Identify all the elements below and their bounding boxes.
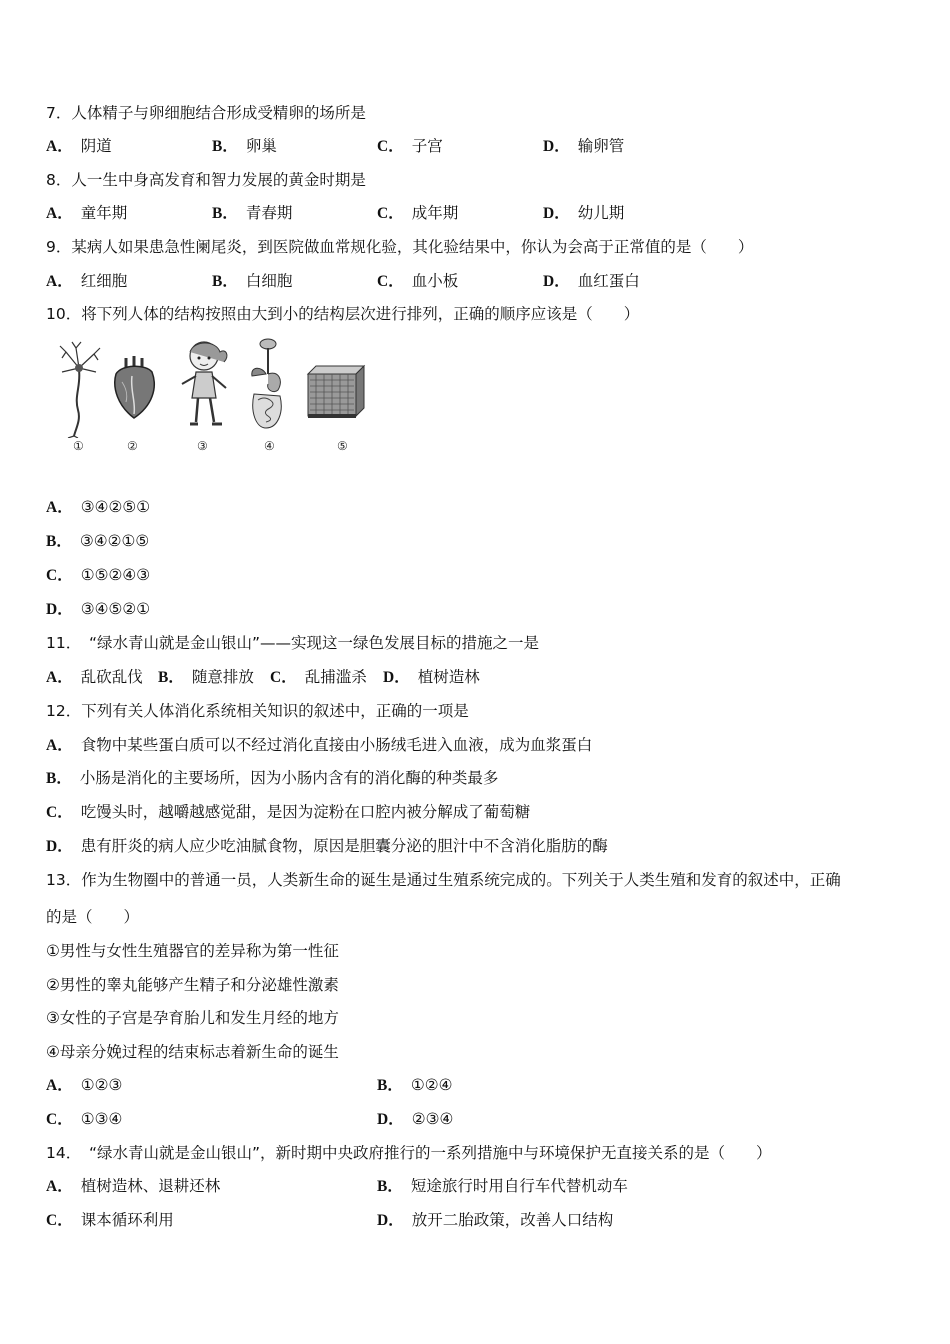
figure-label-5: ⑤: [337, 439, 348, 453]
digestive-system-image: [244, 338, 288, 434]
tissue-image: [304, 364, 368, 422]
q12-option-a: A． 食物中某些蛋白质可以不经过消化直接由小肠绒毛进入血液，成为血浆蛋白: [46, 736, 593, 754]
q14-option-c: C． 课本循环利用: [46, 1211, 174, 1229]
q14-option-a: A． 植树造林、退耕还林: [46, 1177, 221, 1195]
q13-statement-4: ④母亲分娩过程的结束标志着新生命的诞生: [46, 1043, 339, 1061]
q11-option-b: B． 随意排放: [158, 668, 254, 686]
q12-option-b: B． 小肠是消化的主要场所，因为小肠内含有的消化酶的种类最多: [46, 769, 499, 787]
q9-option-b: B． 白细胞: [212, 272, 293, 290]
q8-option-d: D． 幼儿期: [543, 204, 625, 222]
question-11-stem: 11． “绿水青山就是金山银山”——实现这一绿色发展目标的措施之一是: [46, 634, 540, 652]
q9-option-a: A． 红细胞: [46, 272, 128, 290]
girl-image: [174, 338, 234, 434]
q12-option-c: C． 吃馒头时，越嚼越感觉甜，是因为淀粉在口腔内被分解成了葡萄糖: [46, 803, 531, 821]
q14-option-b: B． 短途旅行时用自行车代替机动车: [377, 1177, 628, 1195]
q13-statement-1: ①男性与女性生殖器官的差异称为第一性征: [46, 942, 339, 960]
q9-option-c: C． 血小板: [377, 272, 459, 290]
structure-level-figure: [46, 338, 376, 458]
q13-statement-3: ③女性的子宫是孕育胎儿和发生月经的地方: [46, 1009, 339, 1027]
q12-option-d: D． 患有肝炎的病人应少吃油腻食物，原因是胆囊分泌的胆汁中不含消化脂肪的酶: [46, 837, 608, 855]
q8-option-c: C． 成年期: [377, 204, 459, 222]
figure-label-3: ③: [197, 439, 208, 453]
q11-option-c: C． 乱捕滥杀: [270, 668, 367, 686]
q13-option-c: C． ①③④: [46, 1110, 123, 1128]
q8-option-a: A． 童年期: [46, 204, 128, 222]
figure-label-2: ②: [127, 439, 138, 453]
q10-option-b: B． ③④②①⑤: [46, 532, 150, 550]
q10-option-d: D． ③④⑤②①: [46, 600, 151, 618]
figure-label-1: ①: [73, 439, 84, 453]
q7-option-c: C． 子宫: [377, 137, 443, 155]
question-13-stem-line-1: 13．作为生物圈中的普通一员，人类新生命的诞生是通过生殖系统完成的。下列关于人类生殖和发育的叙述中，正确: [46, 871, 841, 889]
q13-option-a: A． ①②③: [46, 1076, 123, 1094]
question-9-stem: 9．某病人如果患急性阑尾炎，到医院做血常规化验，其化验结果中，你认为会高于正常值的是（ ）: [46, 238, 754, 256]
question-10-stem: 10．将下列人体的结构按照由大到小的结构层次进行排列，正确的顺序应该是（ ）: [46, 305, 640, 323]
q13-option-b: B． ①②④: [377, 1076, 453, 1094]
q7-option-d: D． 输卵管: [543, 137, 625, 155]
neuron-image: [54, 338, 104, 438]
heart-image: [108, 354, 160, 420]
q11-option-d: D． 植树造林: [383, 668, 480, 686]
q8-option-b: B． 青春期: [212, 204, 293, 222]
question-14-stem: 14． “绿水青山就是金山银山”，新时期中央政府推行的一系列措施中与环境保护无直接关系的是（ ）: [46, 1144, 772, 1162]
q10-option-c: C． ①⑤②④③: [46, 566, 151, 584]
question-8-stem: 8．人一生中身高发育和智力发展的黄金时期是: [46, 171, 366, 189]
question-7-stem: 7．人体精子与卵细胞结合形成受精卵的场所是: [46, 104, 366, 122]
question-12-stem: 12．下列有关人体消化系统相关知识的叙述中，正确的一项是: [46, 702, 469, 720]
q10-option-a: A． ③④②⑤①: [46, 498, 151, 516]
q13-statement-2: ②男性的睾丸能够产生精子和分泌雄性激素: [46, 976, 339, 994]
q14-option-d: D． 放开二胎政策，改善人口结构: [377, 1211, 614, 1229]
q9-option-d: D． 血红蛋白: [543, 272, 640, 290]
q13-option-d: D． ②③④: [377, 1110, 454, 1128]
figure-label-4: ④: [264, 439, 275, 453]
q11-option-a: A． 乱砍乱伐: [46, 668, 143, 686]
q7-option-b: B． 卵巢: [212, 137, 277, 155]
question-13-stem-line-2: 的是（ ）: [46, 908, 140, 926]
q7-option-a: A． 阴道: [46, 137, 112, 155]
